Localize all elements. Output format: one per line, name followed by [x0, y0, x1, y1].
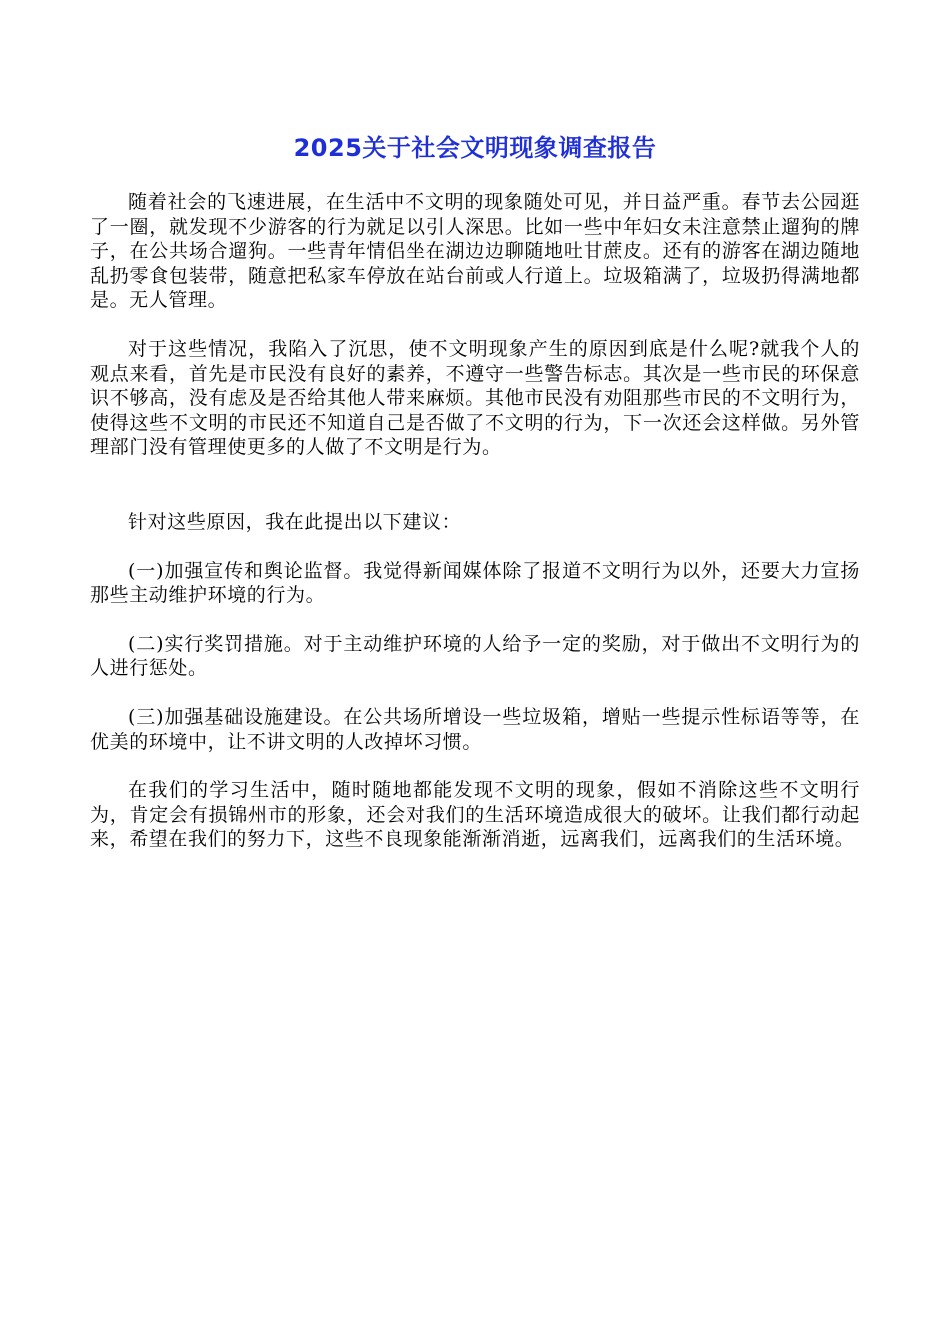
- paragraph-suggestion-3: (三)加强基础设施建设。在公共场所增设一些垃圾箱，增贴一些提示性标语等等，在优美的环境中，让不讲文明的人改掉坏习惯。: [90, 705, 860, 753]
- paragraph-suggestion-1: (一)加强宣传和舆论监督。我觉得新闻媒体除了报道不文明行为以外，还要大力宣扬那些主动维护环境的行为。: [90, 559, 860, 607]
- paragraph-suggestions-intro: 针对这些原因，我在此提出以下建议：: [128, 510, 462, 533]
- paragraph-causes: 对于这些情况，我陷入了沉思，使不文明现象产生的原因到底是什么呢?就我个人的观点来看，首先是市民没有良好的素养，不遵守一些警告标志。其次是一些市民的环保意识不够高，没有虑及是否给其他人带来麻烦。其他市民没有劝阻那些市民的不文明行为，使得这些不文明的市民还不知道自己是否做了不文明的行为，下一次还会这样做。另外管理部门没有管理使更多的人做了不文明是行为。: [90, 337, 860, 459]
- document-body: [90, 190, 860, 852]
- paragraph-conclusion: 在我们的学习生活中，随时随地都能发现不文明的现象，假如不消除这些不文明行为，肯定会有损锦州市的形象，还会对我们的生活环境造成很大的破坏。让我们都行动起来，希望在我们的努力下，这些不良现象能渐渐消逝，远离我们，远离我们的生活环境。: [90, 779, 860, 851]
- paragraph-suggestion-2: (二)实行奖罚措施。对于主动维护环境的人给予一定的奖励，对于做出不文明行为的人进行惩处。: [90, 632, 860, 680]
- document-title: 2025关于社会文明现象调查报告: [293, 134, 657, 162]
- paragraph-observation: 随着社会的飞速进展，在生活中不文明的现象随处可见，并日益严重。春节去公园逛了一圈，就发现不少游客的行为就足以引人深思。比如一些中年妇女未注意禁止遛狗的牌子，在公共场合遛狗。一些青年情侣坐在湖边边聊随地吐甘蔗皮。还有的游客在湖边随地乱扔零食包装带，随意把私家车停放在站台前或人行道上。垃圾箱满了，垃圾扔得满地都是。无人管理。: [90, 191, 860, 312]
